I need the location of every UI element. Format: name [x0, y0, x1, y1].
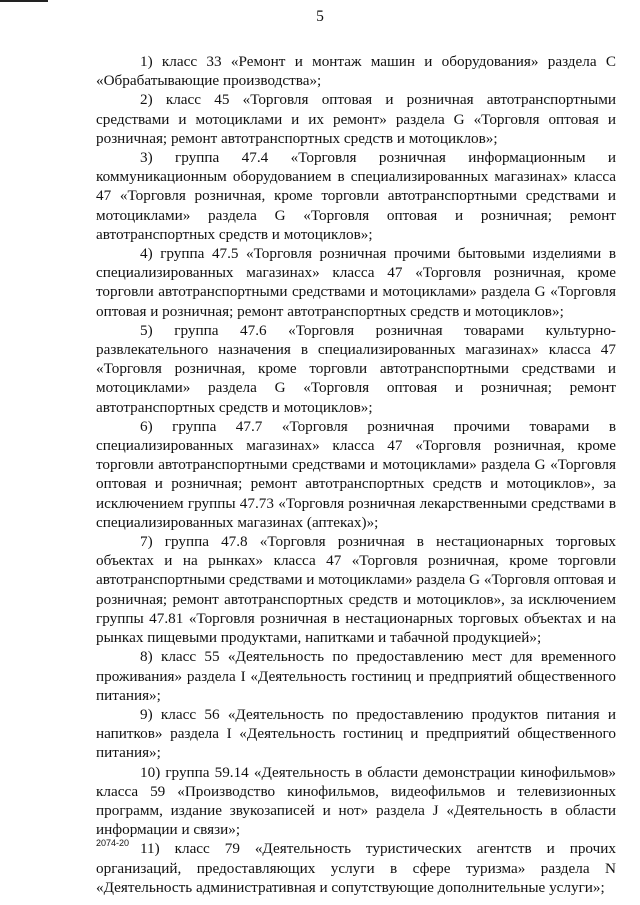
top-edge-rule — [0, 0, 48, 2]
list-item-11: 11) класс 79 «Деятельность туристических агентств и прочих организаций, предоставляющих услуги в сфере туризма» раздела N «Деятельность административная и сопутствующие дополнительные услуги»; — [96, 840, 616, 896]
list-item-7: 7) группа 47.8 «Торговля розничная в нестационарных торговых объектах и на рынках» класса 47 «Торговля розничная, кроме торговли автотранспортными средствами и мотоциклами» раздела G «Торговля оптовая и розничная; ремонт автотранспортных средств и мотоциклов», за исключением группы 47.81 «Торговля розничная в нестационарных торговых объектах и на рынках пищевыми продуктами, напитками и табачной продукцией»; — [96, 533, 616, 647]
document-body — [96, 52, 616, 897]
list-item-5: 5) группа 47.6 «Торговля розничная товарами культурно-развлекательного назначения в специализированных магазинах» класса 47 «Торговля розничная, кроме торговли автотранспортными средствами и мотоциклами» раздела G «Торговля оптовая и розничная; ремонт автотранспортных средств и мотоциклов»; — [96, 321, 616, 416]
document-code: 2074-20 — [96, 838, 130, 848]
list-item-1: 1) класс 33 «Ремонт и монтаж машин и оборудования» раздела C «Обрабатывающие производства»; — [96, 53, 616, 90]
list-item-3: 3) группа 47.4 «Торговля розничная информационным и коммуникационным оборудованием в специализированных магазинах» класса 47 «Торговля розничная, кроме торговли автотранспортными средствами и мотоциклами» раздела G «Торговля оптовая и розничная; ремонт автотранспортных средств и мотоциклов»; — [96, 149, 616, 243]
list-item-6: 6) группа 47.7 «Торговля розничная прочими товарами в специализированных магазинах» класса 47 «Торговля розничная, кроме торговли автотранспортными средствами и мотоциклами» раздела G «Торговля оптовая и розничная; ремонт автотранспортных средств и мотоциклов», за исключением группы 47.73 «Торговля розничная лекарственными средствами в специализированных магазинах (аптеках)»; — [96, 417, 616, 531]
list-item-8: 8) класс 55 «Деятельность по предоставлению мест для временного проживания» раздела I «Деятельность гостиниц и предприятий общественного питания»; — [96, 648, 616, 704]
list-item-2: 2) класс 45 «Торговля оптовая и розничная автотранспортными средствами и мотоциклами и их ремонт» раздела G «Торговля оптовая и розничная; ремонт автотранспортных средств и мотоциклов»; — [96, 91, 616, 147]
list-item-9: 9) класс 56 «Деятельность по предоставлению продуктов питания и напитков» раздела I «Деятельность гостиниц и предприятий общественного питания»; — [96, 705, 616, 762]
list-item-4: 4) группа 47.5 «Торговля розничная прочими бытовыми изделиями в специализированных магазинах» класса 47 «Торговля розничная, кроме торговли автотранспортными средствами и мотоциклами» раздела G «Торговля оптовая и розничная; ремонт автотранспортных средств и мотоциклов»; — [96, 245, 616, 320]
page-number: 5 — [316, 8, 324, 25]
list-item-10: 10) группа 59.14 «Деятельность в области демонстрации кинофильмов» класса 59 «Производство кинофильмов, видеофильмов и телевизионных программ, издание звукозаписей и нот» раздела J «Деятельность в области информации и связи»; — [96, 763, 616, 839]
